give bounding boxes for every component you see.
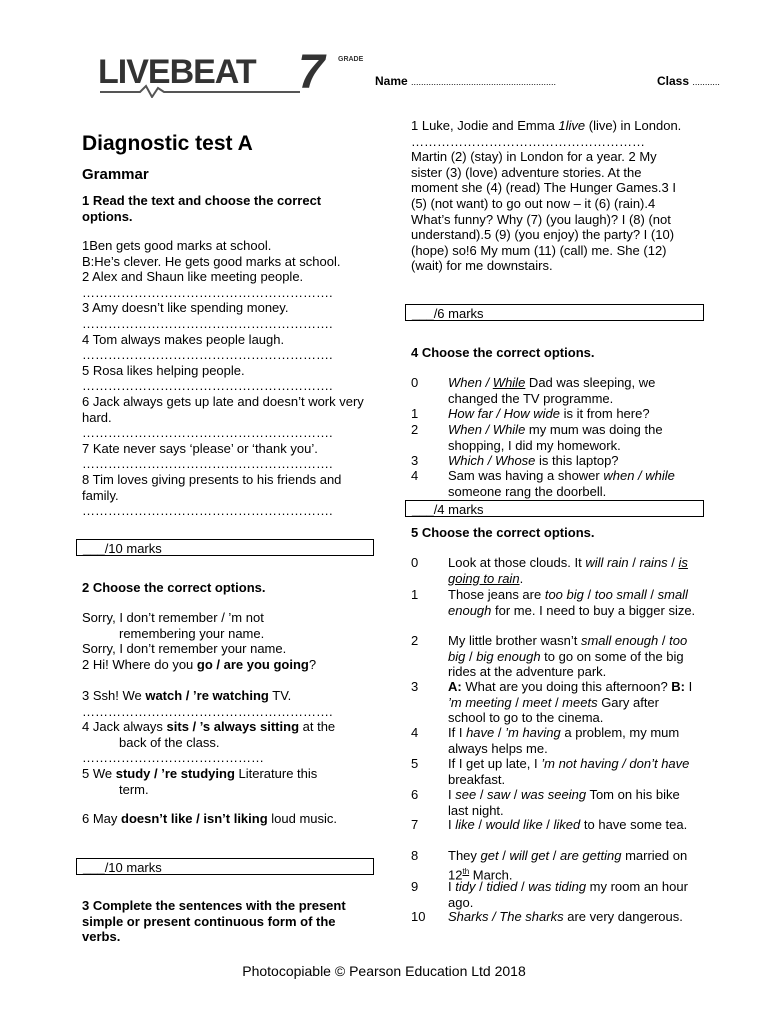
item-text: I see / saw / was seeing Tom on his bike last night. (448, 787, 680, 818)
ex5-heading: 5 Choose the correct options. (411, 525, 595, 540)
option-choice[interactable]: study / ’re studying (115, 765, 235, 781)
name-dots: .......................................................... (411, 77, 557, 87)
option-choice[interactable]: watch / ’re watching (145, 687, 269, 703)
ex1-item: 6 Jack always gets up late and doesn’t work very hard. (82, 393, 364, 425)
item-text: 3 Ssh! We (82, 687, 146, 703)
livebeat-logo (98, 46, 364, 104)
answer-line[interactable]: …………………………………………………. (82, 378, 333, 394)
item-text: Sharks / The sharks are very dangerous. (448, 909, 683, 924)
ex4-marks-box[interactable]: ___/4 marks (405, 500, 704, 517)
class-label: Class (657, 74, 690, 88)
option-choice[interactable]: doesn’t like / isn’t liking (121, 811, 268, 827)
ex1-item: 2 Alex and Shaun like meeting people. (82, 269, 304, 285)
logo-number: 7 (298, 46, 325, 99)
ex2-example-line: Sorry, I don’t remember / ’m not (82, 610, 264, 625)
item-number: 10 (411, 909, 426, 924)
ex3-marks-box[interactable]: ___/6 marks (405, 304, 704, 321)
answer-line[interactable]: …………………………………………………. (82, 703, 333, 719)
item-text: 5 We (82, 765, 116, 781)
item-number: 9 (411, 879, 419, 894)
ex2-item-3 (82, 688, 377, 704)
item-number: 8 (411, 848, 419, 863)
item-text: TV. (268, 687, 292, 703)
item-text: If I get up late, I ’m not having / don’t have breakfast. (448, 756, 690, 787)
item-text: back of the class. (119, 734, 220, 750)
page-title: Diagnostic test A (82, 132, 253, 155)
ex2-body (82, 610, 377, 827)
answer-line[interactable]: …………………………………… (82, 750, 264, 766)
item-number: 5 (411, 756, 419, 771)
answer-line[interactable]: …………………………………………………. (82, 425, 333, 441)
heartbeat-line-icon (100, 84, 300, 98)
ex3-example (411, 118, 691, 134)
ex2-item-2 (82, 657, 377, 673)
item-text: 4 Jack always (82, 719, 167, 735)
item-text: 2 Hi! Where do you (82, 656, 197, 672)
item-text: Sam was having a shower when / while someone rang the doorbell. (448, 468, 675, 499)
item-text: Literature this (234, 765, 318, 781)
item-text: at the (299, 719, 336, 735)
answer-line[interactable]: …………………………………………………. (82, 503, 333, 519)
item-text: Look at those clouds. It will rain / rains / is going to rain. (448, 555, 688, 586)
answer-line[interactable]: …………………………………………………. (82, 315, 333, 331)
item-text: 6 May (82, 811, 122, 827)
item-text: They get / will get / are getting married on 12th March. (448, 848, 688, 882)
ex1-item: 8 Tim loves giving presents to his friends and family. (82, 471, 342, 503)
logo-grade: GRADE (338, 56, 364, 63)
item-text: When / While Dad was sleeping, we changed the TV programme. (448, 375, 656, 406)
item-text: 1 Luke, Jodie and Emma (411, 118, 559, 133)
item-text: My little brother wasn’t small enough / too big / big enough to go on some of the big rides at the adventure park. (448, 633, 688, 680)
ex3-body (411, 118, 691, 274)
item-number: 2 (411, 422, 419, 437)
example-answer: 1live (558, 118, 586, 133)
ex1-item: 4 Tom always makes people laugh. (82, 331, 285, 347)
name-label: Name (375, 74, 408, 88)
ex1-item: 5 Rosa likes helping people. (82, 362, 245, 378)
section-title: Grammar (82, 166, 149, 183)
item-number: 2 (411, 633, 419, 648)
ex1-marks-box[interactable]: ___/10 marks (76, 539, 374, 556)
item-number: 4 (411, 468, 419, 483)
ex1-item: 3 Amy doesn’t like spending money. (82, 300, 289, 316)
ex2-example-answer: Sorry, I don’t remember your name. (82, 641, 287, 657)
class-dots: ........... (692, 77, 720, 87)
answer-line[interactable]: …………………………………………………. (82, 284, 333, 300)
ex3-text: Martin (2) (stay) in London for a year. 2 My sister (3) (love) adventure stories. At the moment she (4) (read) The Hunger Games.3 I (5) (not want) to go out now – it (6) (rain).4 What’s funny? Why (7) (you laugh)? I (8) (not understand).5 (9) (you enjoy) the party? I (10) (hope) so!6 My mum (11) (call) me. She (12) (wait) for me downstairs. (411, 149, 676, 274)
item-text: loud music. (267, 811, 338, 827)
item-text: When / While my mum was doing the shopping, I did my homework. (448, 422, 663, 453)
answer-line[interactable]: ……………………………………………… (411, 133, 645, 149)
ex1-example-b: B:He’s clever. He gets good marks at school. (82, 253, 341, 269)
ex2-item-6 (82, 811, 377, 827)
footer-copyright: Photocopiable © Pearson Education Ltd 2018 (242, 963, 526, 979)
item-text: I tidy / tidied / was tiding my room an hour ago. (448, 879, 688, 910)
ex1-heading: 1 Read the text and choose the correct options. (82, 193, 322, 224)
ex3-heading: 3 Complete the sentences with the present simple or present continuous form of the verbs. (82, 898, 346, 945)
item-text: Those jeans are too big / too small / small enough for me. I need to buy a bigger size. (448, 587, 696, 618)
option-choice[interactable]: go / are you going (196, 656, 309, 672)
name-field[interactable] (375, 74, 556, 88)
item-number: 0 (411, 375, 419, 390)
ex2-heading: 2 Choose the correct options. (82, 580, 266, 595)
ex1-item: 7 Kate never says ‘please’ or ‘thank you’. (82, 440, 318, 456)
class-field[interactable] (657, 74, 720, 88)
item-number: 3 (411, 679, 419, 694)
answer-line[interactable]: …………………………………………………. (82, 456, 333, 472)
item-number: 7 (411, 817, 419, 832)
item-text: ? (308, 656, 317, 672)
ex2-item-4 (82, 719, 377, 735)
item-text: term. (119, 781, 149, 797)
item-text: A: What are you doing this afternoon? B: I ’m meeting / meet / meets Gary after school to go to the cinema. (448, 679, 693, 726)
item-number: 1 (411, 406, 419, 421)
logo-text: LIVEBEAT (98, 53, 256, 91)
ex2-item-5 (82, 766, 377, 782)
ex1-body (82, 238, 377, 519)
item-number: 4 (411, 725, 419, 740)
item-text: If I have / ’m having a problem, my mum always helps me. (448, 725, 680, 756)
ex4-heading: 4 Choose the correct options. (411, 345, 595, 360)
item-number: 0 (411, 555, 419, 570)
item-number: 6 (411, 787, 419, 802)
ex1-example-a: 1Ben gets good marks at school. (82, 238, 272, 253)
answer-line[interactable]: …………………………………………………. (82, 347, 333, 363)
option-choice[interactable]: sits / ’s always sitting (166, 719, 300, 735)
item-text: Which / Whose is this laptop? (448, 453, 619, 468)
ex2-example-line: remembering your name. (119, 625, 265, 641)
item-text: I like / would like / liked to have some tea. (448, 817, 688, 832)
ex2-marks-box[interactable]: ___/10 marks (76, 858, 374, 875)
item-text: How far / How wide is it from here? (448, 406, 650, 421)
item-number: 1 (411, 587, 419, 602)
item-text: (live) in London. (585, 118, 682, 133)
item-number: 3 (411, 453, 419, 468)
